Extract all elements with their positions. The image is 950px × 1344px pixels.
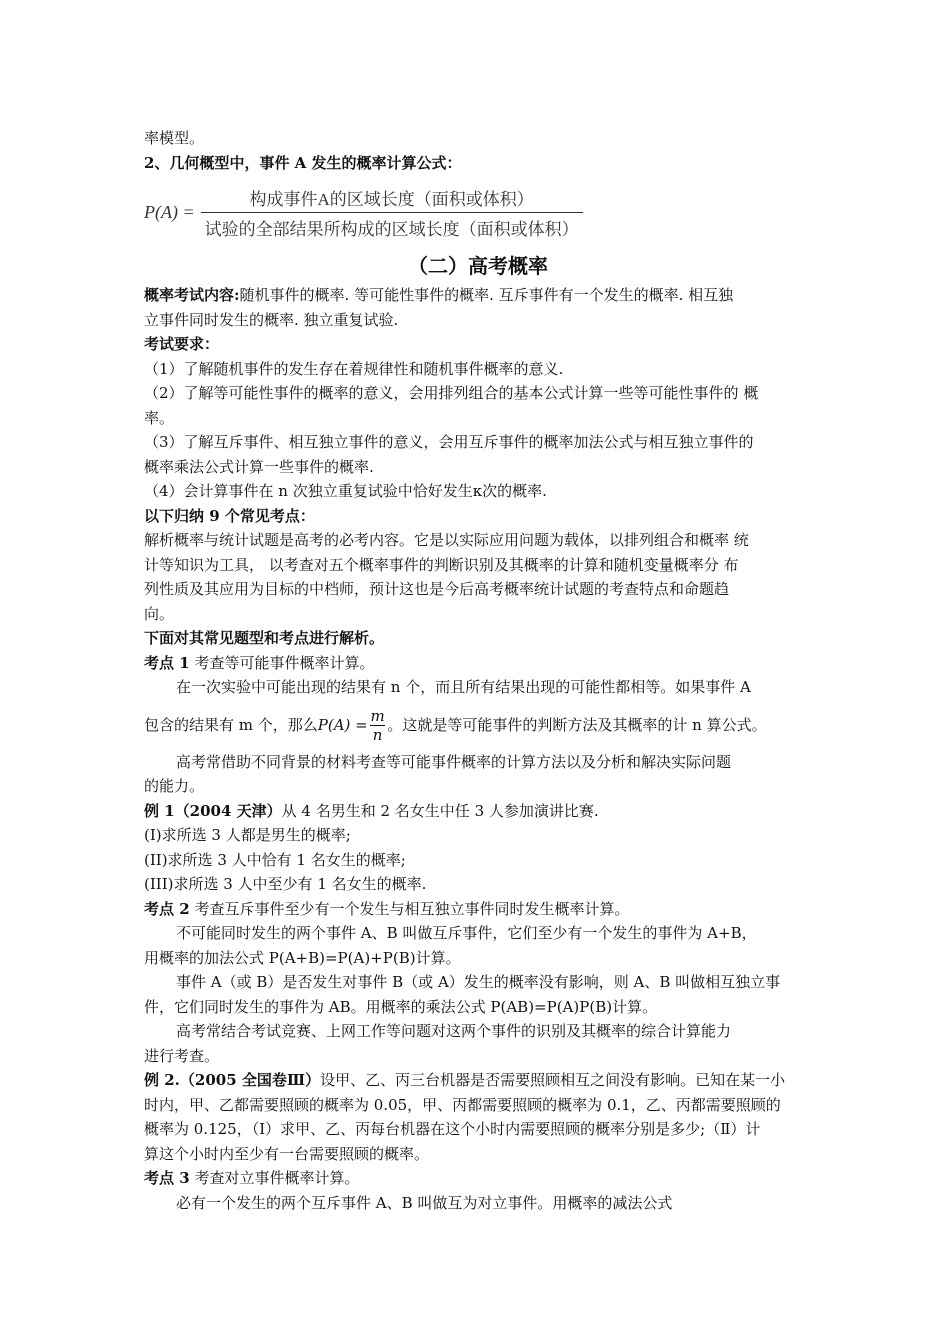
formula-denominator: 试验的全部结果所构成的区域长度（面积或体积） (201, 212, 583, 240)
text-line: （2）了解等可能性事件的概率的意义，会用排列组合的基本公式计算一些等可能性事件的 概 (144, 384, 759, 402)
text-line: (III)求所选 3 人中至少有 1 名女生的概率. (144, 875, 427, 893)
text-line: 高考常借助不同背景的材料考查等可能事件概率的计算方法以及分析和解决实际问题 (176, 752, 732, 771)
text-line: 高考常结合考试竞赛、上网工作等问题对这两个事件的识别及其概率的综合计算能力 (176, 1022, 732, 1040)
text-line (144, 283, 812, 308)
text-line: （4）会计算事件在 n 次独立重复试验中恰好发生κ次的概率. (144, 482, 547, 500)
text-line (144, 897, 812, 922)
inline-fraction (370, 707, 386, 744)
section-heading: 2、几何概型中，事件 A 发生的概率计算公式： (144, 153, 462, 172)
inline-label: 考点 1 (144, 653, 190, 672)
section-heading: 下面对其常见题型和考点进行解析。 (144, 629, 385, 647)
inline-text: 包含的结果有 m 个，那么 (144, 715, 318, 734)
text-line: 必有一个发生的两个互斥事件 A、B 叫做互为对立事件。用概率的减法公式 (176, 1193, 673, 1212)
text-line: 进行考查。 (144, 1046, 220, 1065)
text-line: 概率为 0.125，（Ⅰ）求甲、乙、丙每台机器在这个小时内需要照顾的概率分别是多少;（Ⅱ）计 (144, 1120, 761, 1138)
text-line: 概率乘法公式计算一些事件的概率. (144, 457, 374, 476)
inline-text: 。这就是等可能事件的判断方法及其概率的计 n 算公式。 (387, 715, 767, 734)
text-line: 事件 A（或 B）是否发生对事件 B（或 A）发生的概率没有影响，则 A、B 叫做相互独立事 (176, 973, 781, 991)
text-line: 不可能同时发生的两个事件 A、B 叫做互斥事件，它们至少有一个发生的事件为 A+B， (176, 924, 757, 942)
text-line-with-formula (144, 700, 812, 750)
inline-numerator: m (370, 707, 385, 725)
formula-numerator: 构成事件A的区域长度（面积或体积） (249, 189, 534, 209)
text-line: 在一次实验中可能出现的结果有 n 个，而且所有结果出现的可能性都相等。如果事件 A (176, 678, 751, 696)
text-line: 件，它们同时发生的事件为 AB。用概率的乘法公式 P(AB)=P(A)P(B)计算。 (144, 997, 658, 1016)
text-line: 算这个小时内至少有一台需要照顾的概率。 (144, 1144, 430, 1163)
text-line: 用概率的加法公式 P(A+B)=P(A)+P(B)计算。 (144, 948, 461, 967)
text-line: 列性质及其应用为目标的中档师，预计这也是今后高考概率统计试题的考查特点和命题趋 (144, 580, 730, 598)
text-line: 解析概率与统计试题是高考的必考内容。它是以实际应用问题为载体，以排列组合和概率 统 (144, 531, 749, 549)
formula-fraction (201, 185, 583, 240)
formula-lhs: P(A) = (144, 201, 195, 222)
text-line (144, 1068, 812, 1093)
inline-denominator: n (370, 725, 386, 744)
page-title: （二）高考概率 (408, 254, 548, 278)
text-line: （1）了解随机事件的发生存在着规律性和随机事件概率的意义. (144, 359, 564, 378)
inline-text: 考查互斥事件至少有一个发生与相互独立事件同时发生概率计算。 (189, 899, 630, 918)
text-line: 率模型。 (144, 129, 205, 147)
inline-label: 概率考试内容: (144, 286, 240, 304)
inline-text: 考查等可能事件概率计算。 (189, 653, 375, 672)
geometric-probability-formula (144, 175, 812, 249)
document-page (144, 126, 812, 1215)
text-line: (I)求所选 3 人都是男生的概率; (144, 826, 351, 844)
inline-label: 例 2.（2005 全国卷Ⅲ） (144, 1071, 321, 1089)
inline-label: 例 1（2004 天津） (144, 801, 282, 820)
text-line: 的能力。 (144, 777, 205, 795)
inline-text: 设甲、乙、丙三台机器是否需要照顾相互之间没有影响。已知在某一小 (320, 1071, 786, 1089)
text-line (144, 1166, 812, 1191)
text-line: (II)求所选 3 人中恰有 1 名女生的概率; (144, 850, 406, 869)
inline-text: 随机事件的概率. 等可能性事件的概率. 互斥事件有一个发生的概率. 相互独 (239, 286, 734, 304)
inline-text: 考查对立事件概率计算。 (189, 1169, 360, 1187)
text-line: 向。 (144, 604, 175, 623)
inline-formula-lhs: P(A) = (317, 715, 368, 734)
inline-label: 考点 3 (144, 1169, 190, 1187)
text-line (144, 799, 812, 824)
text-line: 时内，甲、乙都需要照顾的概率为 0.05，甲、丙都需要照顾的概率为 0.1，乙、丙都需要照顾的 (144, 1095, 781, 1114)
inline-label: 考点 2 (144, 899, 190, 918)
text-line: 计等知识为工具， 以考查对五个概率事件的判断识别及其概率的计算和随机变量概率分 布 (144, 555, 739, 574)
text-line: 率。 (144, 408, 175, 427)
text-line: （3）了解互斥事件、相互独立事件的意义，会用互斥事件的概率加法公式与相互独立事件的 (144, 433, 754, 451)
inline-text: 从 4 名男生和 2 名女生中任 3 人参加演讲比赛. (281, 801, 599, 820)
text-line: 立事件同时发生的概率. 独立重复试验. (144, 310, 399, 329)
section-heading: 考试要求： (144, 335, 220, 353)
section-heading: 以下归纳 9 个常见考点： (144, 506, 315, 525)
text-line (144, 651, 812, 676)
